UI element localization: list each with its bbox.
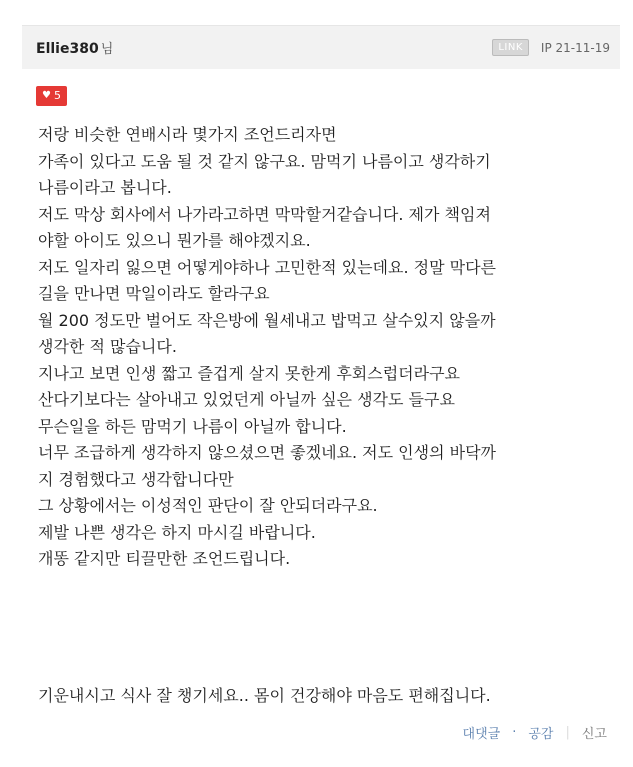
action-dot: · (512, 725, 517, 740)
comment-line: 너무 조급하게 생각하지 않으셨으면 좋겠네요. 저도 인생의 바닥까 (38, 443, 497, 462)
comment-closing: 기운내시고 식사 잘 챙기세요.. 몸이 건강해야 마음도 편해집니다. (38, 686, 491, 705)
report-button[interactable]: 신고 (581, 727, 607, 742)
action-separator: | (565, 725, 570, 740)
comment-date: 21-11-19 (555, 40, 610, 55)
author-name[interactable]: Ellie380 (36, 41, 99, 57)
comment-line: 지 경험했다고 생각합니다만 (38, 469, 234, 489)
comment-line: 생각한 적 많습니다. (38, 337, 177, 356)
comment-line: 개똥 같지만 티끌만한 조언드립니다. (38, 549, 291, 568)
comment-line: 야할 아이도 있으니 뭔가를 해야겠지요. (38, 231, 311, 250)
comment-author[interactable] (36, 38, 113, 57)
like-count: 5 (53, 89, 61, 102)
comment-line: 무슨일을 하든 맘먹기 나름이 아닐까 합니다. (38, 416, 347, 436)
heart-icon: ♥ (42, 90, 51, 101)
reply-button[interactable]: 대댓글 (462, 727, 501, 742)
comment-line: 지나고 보면 인생 짧고 즐겁게 살지 못한게 후회스럽더라구요 (38, 363, 461, 383)
comment-meta (492, 39, 610, 56)
comment-line: 그 상황에서는 이성적인 판단이 잘 안되더라구요. (38, 496, 378, 515)
comment-body (38, 122, 623, 573)
link-badge[interactable]: LINK (492, 39, 529, 56)
empathy-button[interactable]: 공감 (528, 727, 554, 742)
comment-line: 저도 막상 회사에서 나가라고하면 막막할거같습니다. 제가 책임져 (38, 204, 491, 224)
comment-header (22, 25, 620, 69)
comment-line: 제발 나쁜 생각은 하지 마시길 바랍니다. (38, 522, 316, 542)
comment-line: 월 200 정도만 벌어도 작은방에 월세내고 밥먹고 살수있지 않을까 (38, 310, 496, 330)
ip-date (541, 41, 610, 55)
like-count-badge (36, 86, 67, 106)
comment-line: 산다기보다는 살아내고 있었던게 아닐까 싶은 생각도 들구요 (38, 390, 455, 409)
comment-line: 저도 일자리 잃으면 어떻게야하나 고민한적 있는데요. 정말 막다른 (38, 257, 497, 277)
comment-line: 가족이 있다고 도움 될 것 같지 않구요. 맘먹기 나름이고 생각하기 (38, 151, 491, 171)
ip-label: IP (540, 40, 552, 55)
comment-actions (463, 723, 607, 742)
comment-line: 나름이라고 봅니다. (38, 178, 172, 197)
author-honorific: 님 (100, 42, 114, 57)
comment-line: 길을 만나면 막일이라도 할라구요 (38, 284, 270, 303)
comment-line: 저랑 비슷한 연배시라 몇가지 조언드리자면 (38, 125, 337, 144)
